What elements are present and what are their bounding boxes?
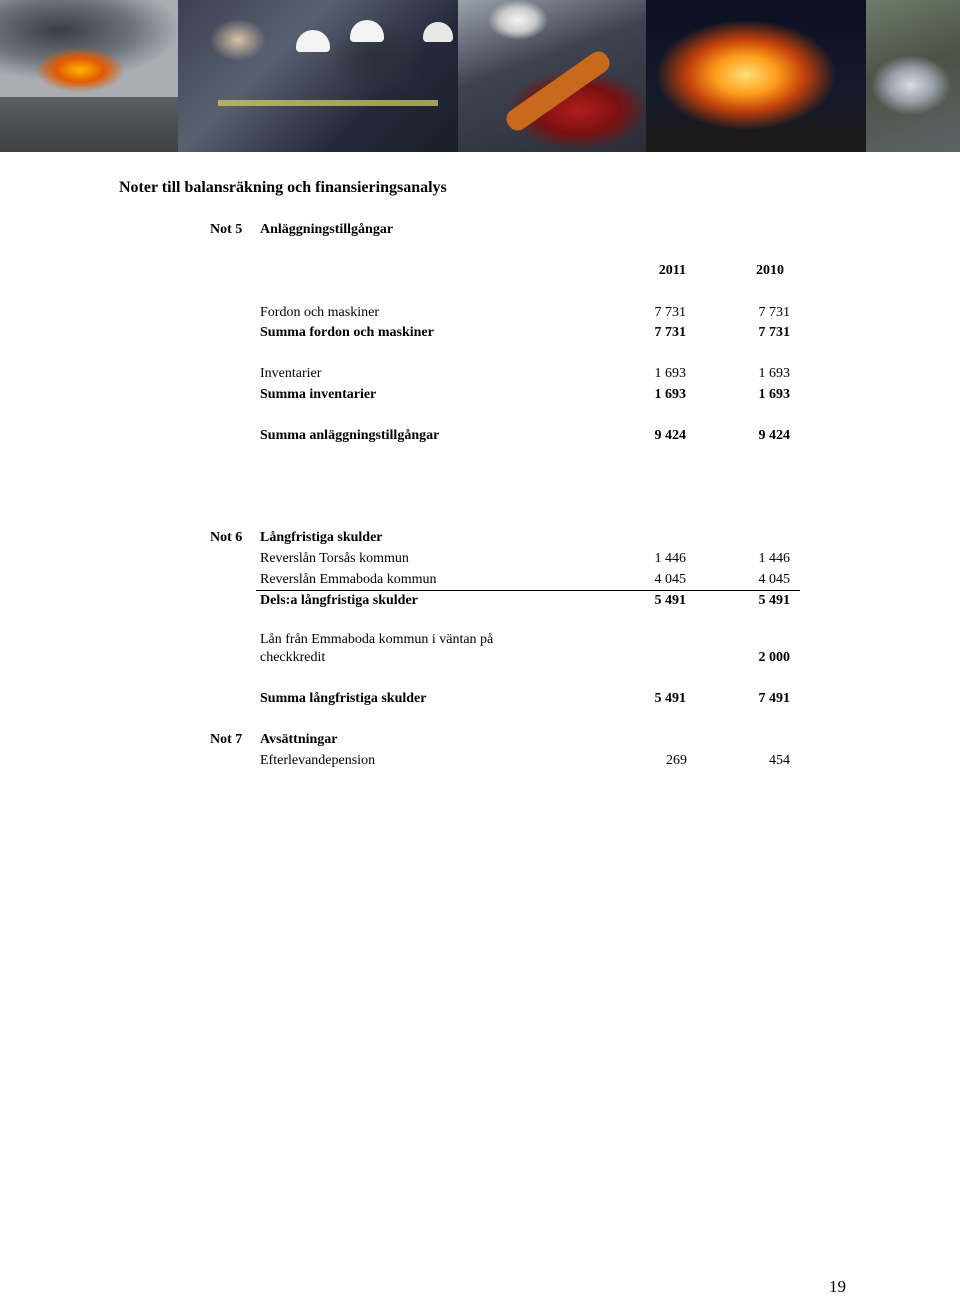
row-value-2010: 9 424 xyxy=(758,428,790,443)
loan-value-2010: 2 000 xyxy=(758,650,790,665)
total-label: Summa långfristiga skulder xyxy=(260,691,427,706)
row-value-2011: 7 731 xyxy=(654,305,686,320)
row-value-2011: 269 xyxy=(666,753,687,768)
subtotal-rule xyxy=(256,590,800,591)
note7-heading: Avsättningar xyxy=(260,732,338,747)
row-value-2010: 5 491 xyxy=(758,593,790,608)
row-label: Summa fordon och maskiner xyxy=(260,325,434,340)
row-label: Efterlevandepension xyxy=(260,753,376,768)
photo-firefighter-hydraulic-tool xyxy=(458,0,646,152)
page-title: Noter till balansräkning och finansieringsanalys xyxy=(119,179,447,196)
note5-label: Not 5 xyxy=(210,222,243,237)
column-header-2010: 2010 xyxy=(756,263,784,278)
row-label: Dels:a långfristiga skulder xyxy=(260,593,418,608)
row-value-2010: 1 693 xyxy=(758,366,790,381)
row-value-2011: 9 424 xyxy=(654,428,686,443)
photo-car-fire xyxy=(0,0,178,152)
row-value-2011: 4 045 xyxy=(654,572,686,587)
row-value-2011: 1 693 xyxy=(654,387,686,402)
row-value-2010: 1 693 xyxy=(758,387,790,402)
row-label: Reverslån Torsås kommun xyxy=(260,551,409,566)
total-value-2011: 5 491 xyxy=(654,691,686,706)
photo-wrecked-car xyxy=(866,0,960,152)
row-label: Summa anläggningstillgångar xyxy=(260,428,440,443)
row-value-2010: 4 045 xyxy=(758,572,790,587)
loan-label-line2: checkkredit xyxy=(260,650,326,665)
row-value-2010: 1 446 xyxy=(758,551,790,566)
photo-firefighters-rescue xyxy=(178,0,458,152)
row-value-2010: 454 xyxy=(769,753,790,768)
row-value-2011: 1 693 xyxy=(654,366,686,381)
column-header-2011: 2011 xyxy=(658,263,686,278)
loan-label-line1: Lån från Emmaboda kommun i väntan på xyxy=(260,632,494,647)
row-value-2010: 7 731 xyxy=(758,325,790,340)
row-value-2010: 7 731 xyxy=(758,305,790,320)
note6-label: Not 6 xyxy=(210,530,243,545)
row-label: Reverslån Emmaboda kommun xyxy=(260,572,437,587)
note7-label: Not 7 xyxy=(210,732,243,747)
row-value-2011: 7 731 xyxy=(654,325,686,340)
photo-building-fire xyxy=(646,0,866,152)
page-number: 19 xyxy=(829,1277,846,1296)
row-value-2011: 1 446 xyxy=(654,551,686,566)
row-label: Summa inventarier xyxy=(260,387,377,402)
row-label: Fordon och maskiner xyxy=(260,305,379,320)
note6-heading: Långfristiga skulder xyxy=(260,530,383,545)
note5-heading: Anläggningstillgångar xyxy=(260,222,394,237)
header-photo-banner xyxy=(0,0,960,152)
row-label: Inventarier xyxy=(260,366,322,381)
total-value-2010: 7 491 xyxy=(758,691,790,706)
row-value-2011: 5 491 xyxy=(654,593,686,608)
